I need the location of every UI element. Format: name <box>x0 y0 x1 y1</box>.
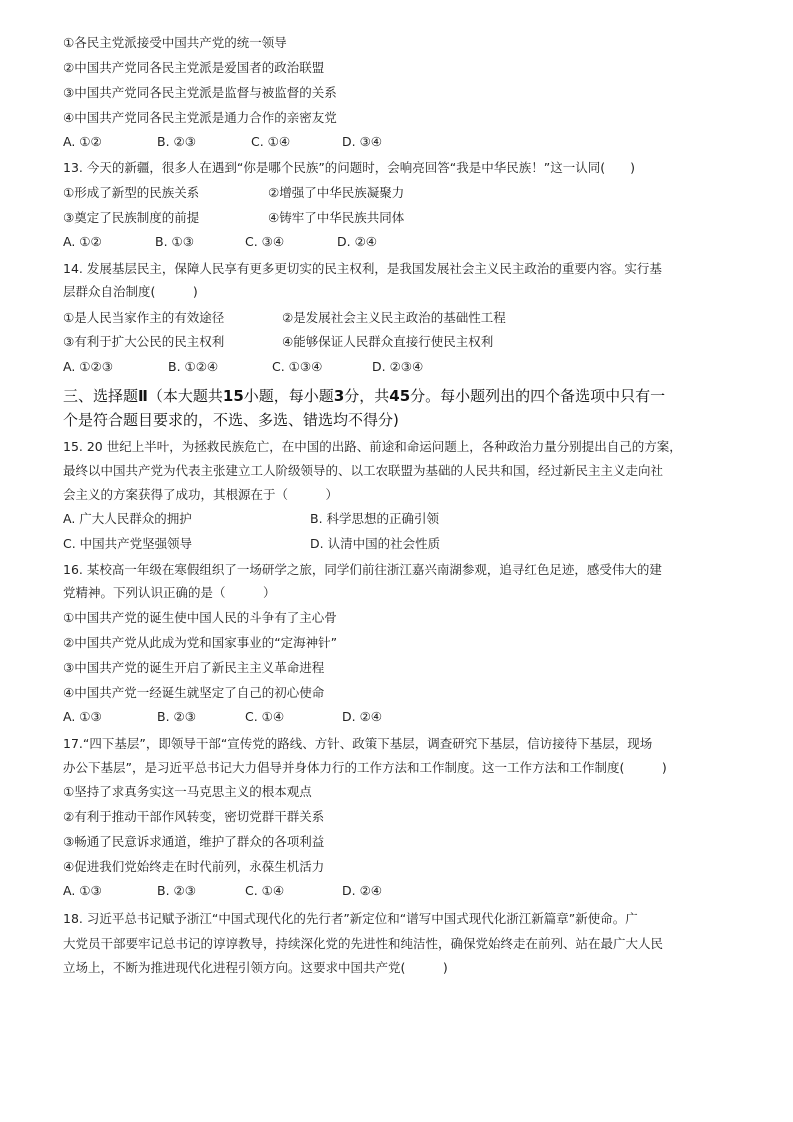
q12-option-a: A. ①② <box>63 134 102 149</box>
q13-item-2: ②增强了中华民族凝聚力 <box>268 185 405 200</box>
q14-option-c: C. ①③④ <box>272 359 323 374</box>
q17-item-2: ②有利于推动干部作风转变，密切党群干群关系 <box>63 809 325 824</box>
q15-stem-line3: 会主义的方案获得了成功，其根源在于（ ） <box>63 487 339 502</box>
q18-stem-line3: 立场上，不断为推进现代化进程引领方向。这要求中国共产党( ) <box>63 960 448 975</box>
q16-stem-line2: 党精神。下列认识正确的是（ ） <box>63 585 276 600</box>
q15-stem-line1: 15. 20 世纪上半叶，为拯救民族危亡，在中国的出路、前途和命运问题上，各种政治力量分别提出自己的方案， <box>63 439 682 454</box>
q13-option-b: B. ①③ <box>155 234 194 249</box>
q16-option-d: D. ②④ <box>342 709 382 724</box>
q14-item-2: ②是发展社会主义民主政治的基础性工程 <box>282 310 506 325</box>
q12-item-4: ④中国共产党同各民主党派是通力合作的亲密友党 <box>63 110 337 125</box>
q12-item-2: ②中国共产党同各民主党派是爱国者的政治联盟 <box>63 60 325 75</box>
q16-option-c: C. ①④ <box>245 709 285 724</box>
q15-option-b: B. 科学思想的正确引领 <box>310 511 440 526</box>
q17-option-b: B. ②③ <box>157 883 196 898</box>
q13-option-d: D. ②④ <box>337 234 377 249</box>
q17-item-3: ③畅通了民意诉求通道，维护了群众的各项利益 <box>63 834 325 849</box>
q13-stem: 13. 今天的新疆，很多人在遇到“你是哪个民族”的问题时，会响亮回答“我是中华民族！”这一认同( ) <box>63 160 636 175</box>
q15-option-d: D. 认清中国的社会性质 <box>310 536 441 551</box>
q17-stem-line2: 办公下基层”，是习近平总书记大力倡导并身体力行的工作方法和工作制度。这一工作方法和工作制度( ) <box>63 760 667 775</box>
q14-item-3: ③有利于扩大公民的民主权利 <box>63 334 225 349</box>
q13-option-a: A. ①② <box>63 234 102 249</box>
q17-stem-line1: 17.“四下基层”，即领导干部“宣传党的路线、方针、政策下基层，调查研究下基层，信访接待下基层，现场 <box>63 736 653 751</box>
q17-item-4: ④促进我们党始终走在时代前列，永葆生机活力 <box>63 859 325 874</box>
q14-option-a: A. ①②③ <box>63 359 113 374</box>
q17-option-d: D. ②④ <box>342 883 382 898</box>
q16-option-a: A. ①③ <box>63 709 102 724</box>
q16-option-b: B. ②③ <box>157 709 196 724</box>
q13-item-1: ①形成了新型的民族关系 <box>63 185 200 200</box>
q17-item-1: ①坚持了求真务实这一马克思主义的根本观点 <box>63 784 312 799</box>
q18-stem-line1: 18. 习近平总书记赋予浙江“中国式现代化的先行者”新定位和“谱写中国式现代化浙江新篇章”新使命。广 <box>63 911 638 926</box>
q13-item-4: ④铸牢了中华民族共同体 <box>268 210 405 225</box>
q15-option-a: A. 广大人民群众的拥护 <box>63 511 192 526</box>
q14-stem-line1: 14. 发展基层民主，保障人民享有更多更切实的民主权利，是我国发展社会主义民主政治的重要内容。实行基 <box>63 261 662 276</box>
q12-option-b: B. ②③ <box>157 134 196 149</box>
q12-item-1: ①各民主党派接受中国共产党的统一领导 <box>63 35 287 50</box>
q14-option-d: D. ②③④ <box>372 359 424 374</box>
q16-item-2: ②中国共产党从此成为党和国家事业的“定海神针” <box>63 635 338 650</box>
q12-option-d: D. ③④ <box>342 134 382 149</box>
q12-option-c: C. ①④ <box>251 134 291 149</box>
q16-item-1: ①中国共产党的诞生使中国人民的斗争有了主心骨 <box>63 610 337 625</box>
q16-item-3: ③中国共产党的诞生开启了新民主主义革命进程 <box>63 660 325 675</box>
q14-item-1: ①是人民当家作主的有效途径 <box>63 310 225 325</box>
q18-stem-line2: 大党员干部要牢记总书记的谆谆教导，持续深化党的先进性和纯洁性，确保党始终走在前列、站在最广大人民 <box>63 936 664 951</box>
section-3-title: 三、选择题 <box>63 387 139 405</box>
q13-item-3: ③奠定了民族制度的前提 <box>63 210 200 225</box>
q17-option-a: A. ①③ <box>63 883 102 898</box>
q14-item-4: ④能够保证人民群众直接行使民主权利 <box>282 334 494 349</box>
q14-stem-line2: 层群众自治制度( ) <box>63 284 198 299</box>
q13-option-c: C. ③④ <box>245 234 285 249</box>
q16-item-4: ④中国共产党一经诞生就坚定了自己的初心使命 <box>63 685 325 700</box>
section-3-heading-line1: 三、选择题Ⅱ（本大题共15小题，每小题3分，共45分。每小题列出的四个备选项中只有一 <box>63 387 666 405</box>
section-3-heading-line2: 个是符合题目要求的，不选、多选、错选均不得分) <box>63 411 399 429</box>
q15-stem-line2: 最终以中国共产党为代表主张建立工人阶级领导的、以工农联盟为基础的人民共和国，经过新民主主义走向社 <box>63 463 664 478</box>
q15-option-c: C. 中国共产党坚强领导 <box>63 536 193 551</box>
q16-stem-line1: 16. 某校高一年级在寒假组织了一场研学之旅，同学们前往浙江嘉兴南湖参观，追寻红色足迹，感受伟大的建 <box>63 562 662 577</box>
q14-option-b: B. ①②④ <box>168 359 219 374</box>
q17-option-c: C. ①④ <box>245 883 285 898</box>
q12-item-3: ③中国共产党同各民主党派是监督与被监督的关系 <box>63 85 337 100</box>
